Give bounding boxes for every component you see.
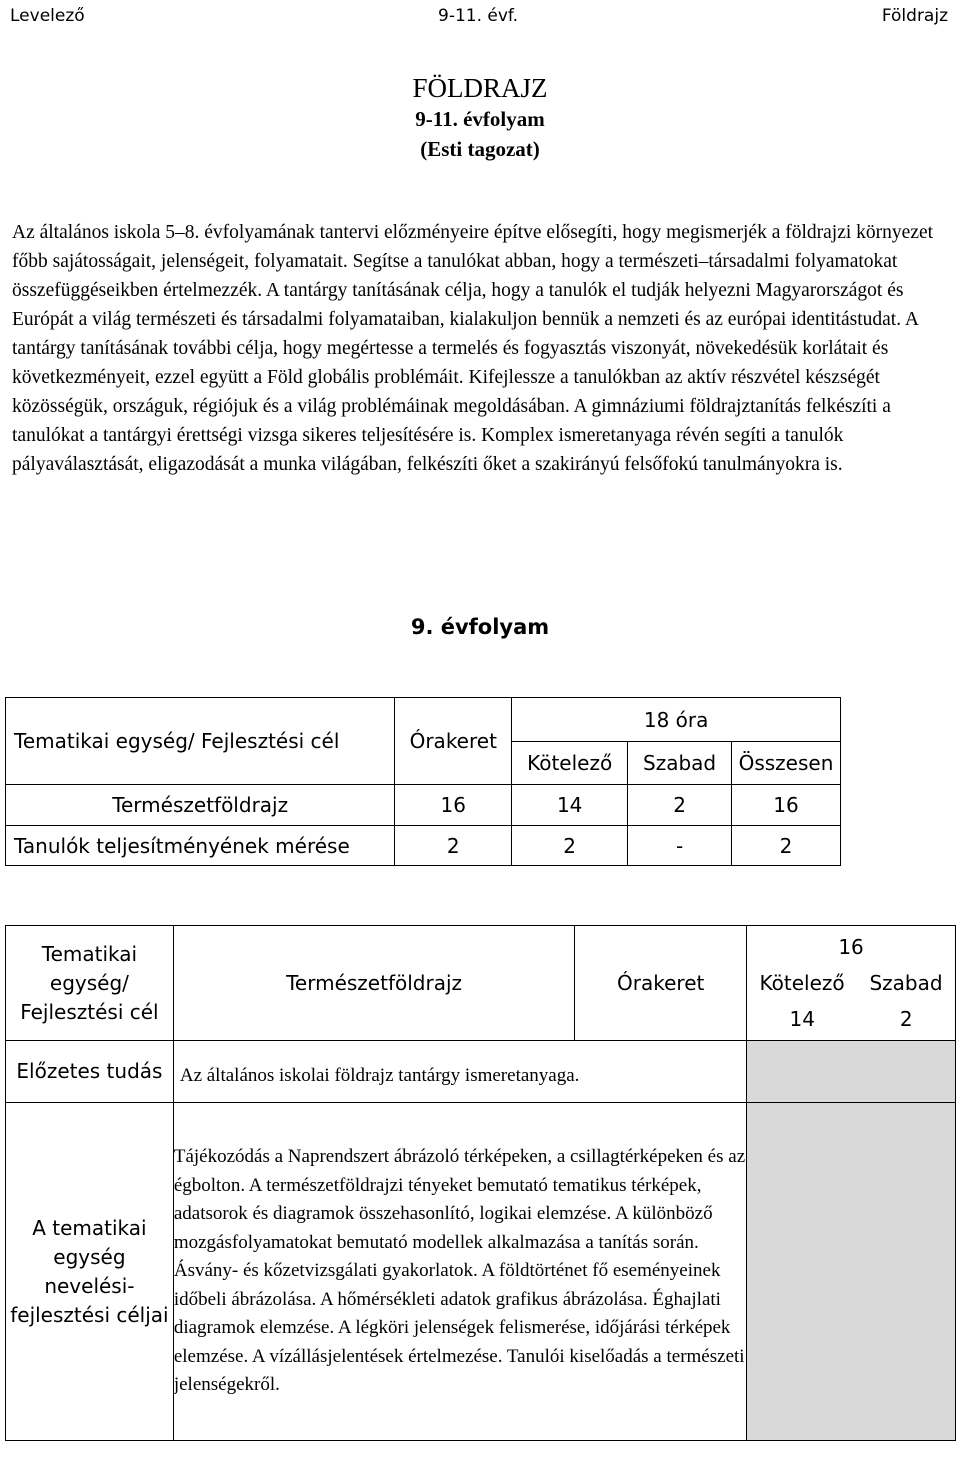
free-label: Szabad (869, 971, 943, 995)
goals-text: Tájékozódás a Naprendszert ábrázoló térképeken, a csillagtérképeken és az égbolton. A természetföldrajzi tényeket bemutató tematikus térképek, adatsorok és diagramok összehasonlító, logikai elemzése. A különböző mozgásfolyamatokat bemutató modellek alkalmazása a tanítás során. Ásvány- és kőzetvizsgálati gyakorlatok. A földtörténet fő eseményeinek időbeli ábrázolása. A hőmérsékleti adatok grafikus ábrázolása. Éghajlati diagramok elemzése. A légköri jelenségek felismerése, időjárási térképek elemzése. A vízállásjelentések értelmezése. Tanulói kiselőadás a természeti jelenségekről. (173, 1103, 746, 1441)
hours-total: 16 (838, 935, 864, 959)
grade-heading: 9. évfolyam (410, 615, 550, 639)
table-row (6, 826, 841, 866)
col-mandatory-header: Kötelező (512, 742, 628, 785)
subject-title: FÖLDRAJZ (412, 73, 548, 103)
header-right: Földrajz (881, 6, 948, 26)
detail-table (5, 925, 956, 1441)
header-center: 9-11. évf. (438, 6, 519, 26)
shaded-cell (747, 1041, 956, 1103)
row-free: 2 (628, 785, 732, 826)
row-free: - (628, 826, 732, 866)
summary-table (5, 697, 841, 866)
shaded-cell (747, 1103, 956, 1441)
hours-breakdown (747, 926, 956, 1041)
row-mandatory: 2 (512, 826, 628, 866)
header-left: Levelező (10, 6, 85, 26)
col-hours-header: Órakeret (395, 698, 512, 785)
prior-knowledge-text: Az általános iskolai földrajz tantárgy ismeretanyaga. (173, 1041, 746, 1103)
title-block (0, 72, 960, 164)
prior-knowledge-head: Előzetes tudás (6, 1041, 174, 1103)
goals-head: A tematikai egység nevelési-fejlesztési céljai (6, 1103, 174, 1441)
col-topic-header: Tematikai egység/ Fejlesztési cél (6, 698, 395, 785)
total-hours-label: 18 óra (512, 698, 841, 742)
col-total-header: Összesen (732, 742, 841, 785)
track-title: (Esti tagozat) (420, 137, 540, 161)
row-hours: 16 (395, 785, 512, 826)
row-total: 2 (732, 826, 841, 866)
page-header (0, 6, 960, 30)
row-hours: 2 (395, 826, 512, 866)
mandatory-value: 14 (789, 1007, 815, 1031)
mandatory-label: Kötelező (759, 971, 845, 995)
col-free-header: Szabad (628, 742, 732, 785)
topic-name: Természetföldrajz (173, 926, 574, 1041)
row-topic: Természetföldrajz (6, 785, 395, 826)
row-mandatory: 14 (512, 785, 628, 826)
free-value: 2 (899, 1007, 913, 1031)
row-total: 16 (732, 785, 841, 826)
intro-paragraph: Az általános iskola 5–8. évfolyamának tantervi előzményeire építve elősegíti, hogy megismerjék a földrajzi környezet főbb sajátosságait, jelenségeit, folyamatait. Segítse a tanulókat abban, hogy a természeti–társadalmi folyamatokat összefüggéseikben értelmezzék. A tantárgy tanításának célja, hogy a tanulók el tudják helyezni Magyarországot és Európát a világ természeti és társadalmi folyamataiban, kialakuljon bennük a nemzeti és az európai identitástudat. A tantárgy tanításának további célja, hogy megértesse a termelés és fogyasztás viszonyát, növekedésük korlátait és következményeit, ezzel együtt a Föld globális problémáit. Kifejlessze a tanulókban az aktív részvétel készségét közösségük, országuk, régiójuk és a világ problémáinak megoldásában. A gimnáziumi földrajztanítás felkészíti a tanulókat a tantárgyi érettségi vizsga sikeres teljesítésére is. Komplex ismeretanyaga révén segíti a tanulók pályaválasztását, eligazodását a munka világában, felkészíti őket a szakirányú felsőfokú tanulmányokra is. (12, 222, 934, 475)
row-topic: Tanulók teljesítményének mérése (6, 826, 395, 866)
table-row (6, 785, 841, 826)
hours-label: Órakeret (575, 926, 747, 1041)
grades-title: 9-11. évfolyam (415, 107, 545, 131)
topic-head: Tematikai egység/ Fejlesztési cél (6, 926, 174, 1041)
